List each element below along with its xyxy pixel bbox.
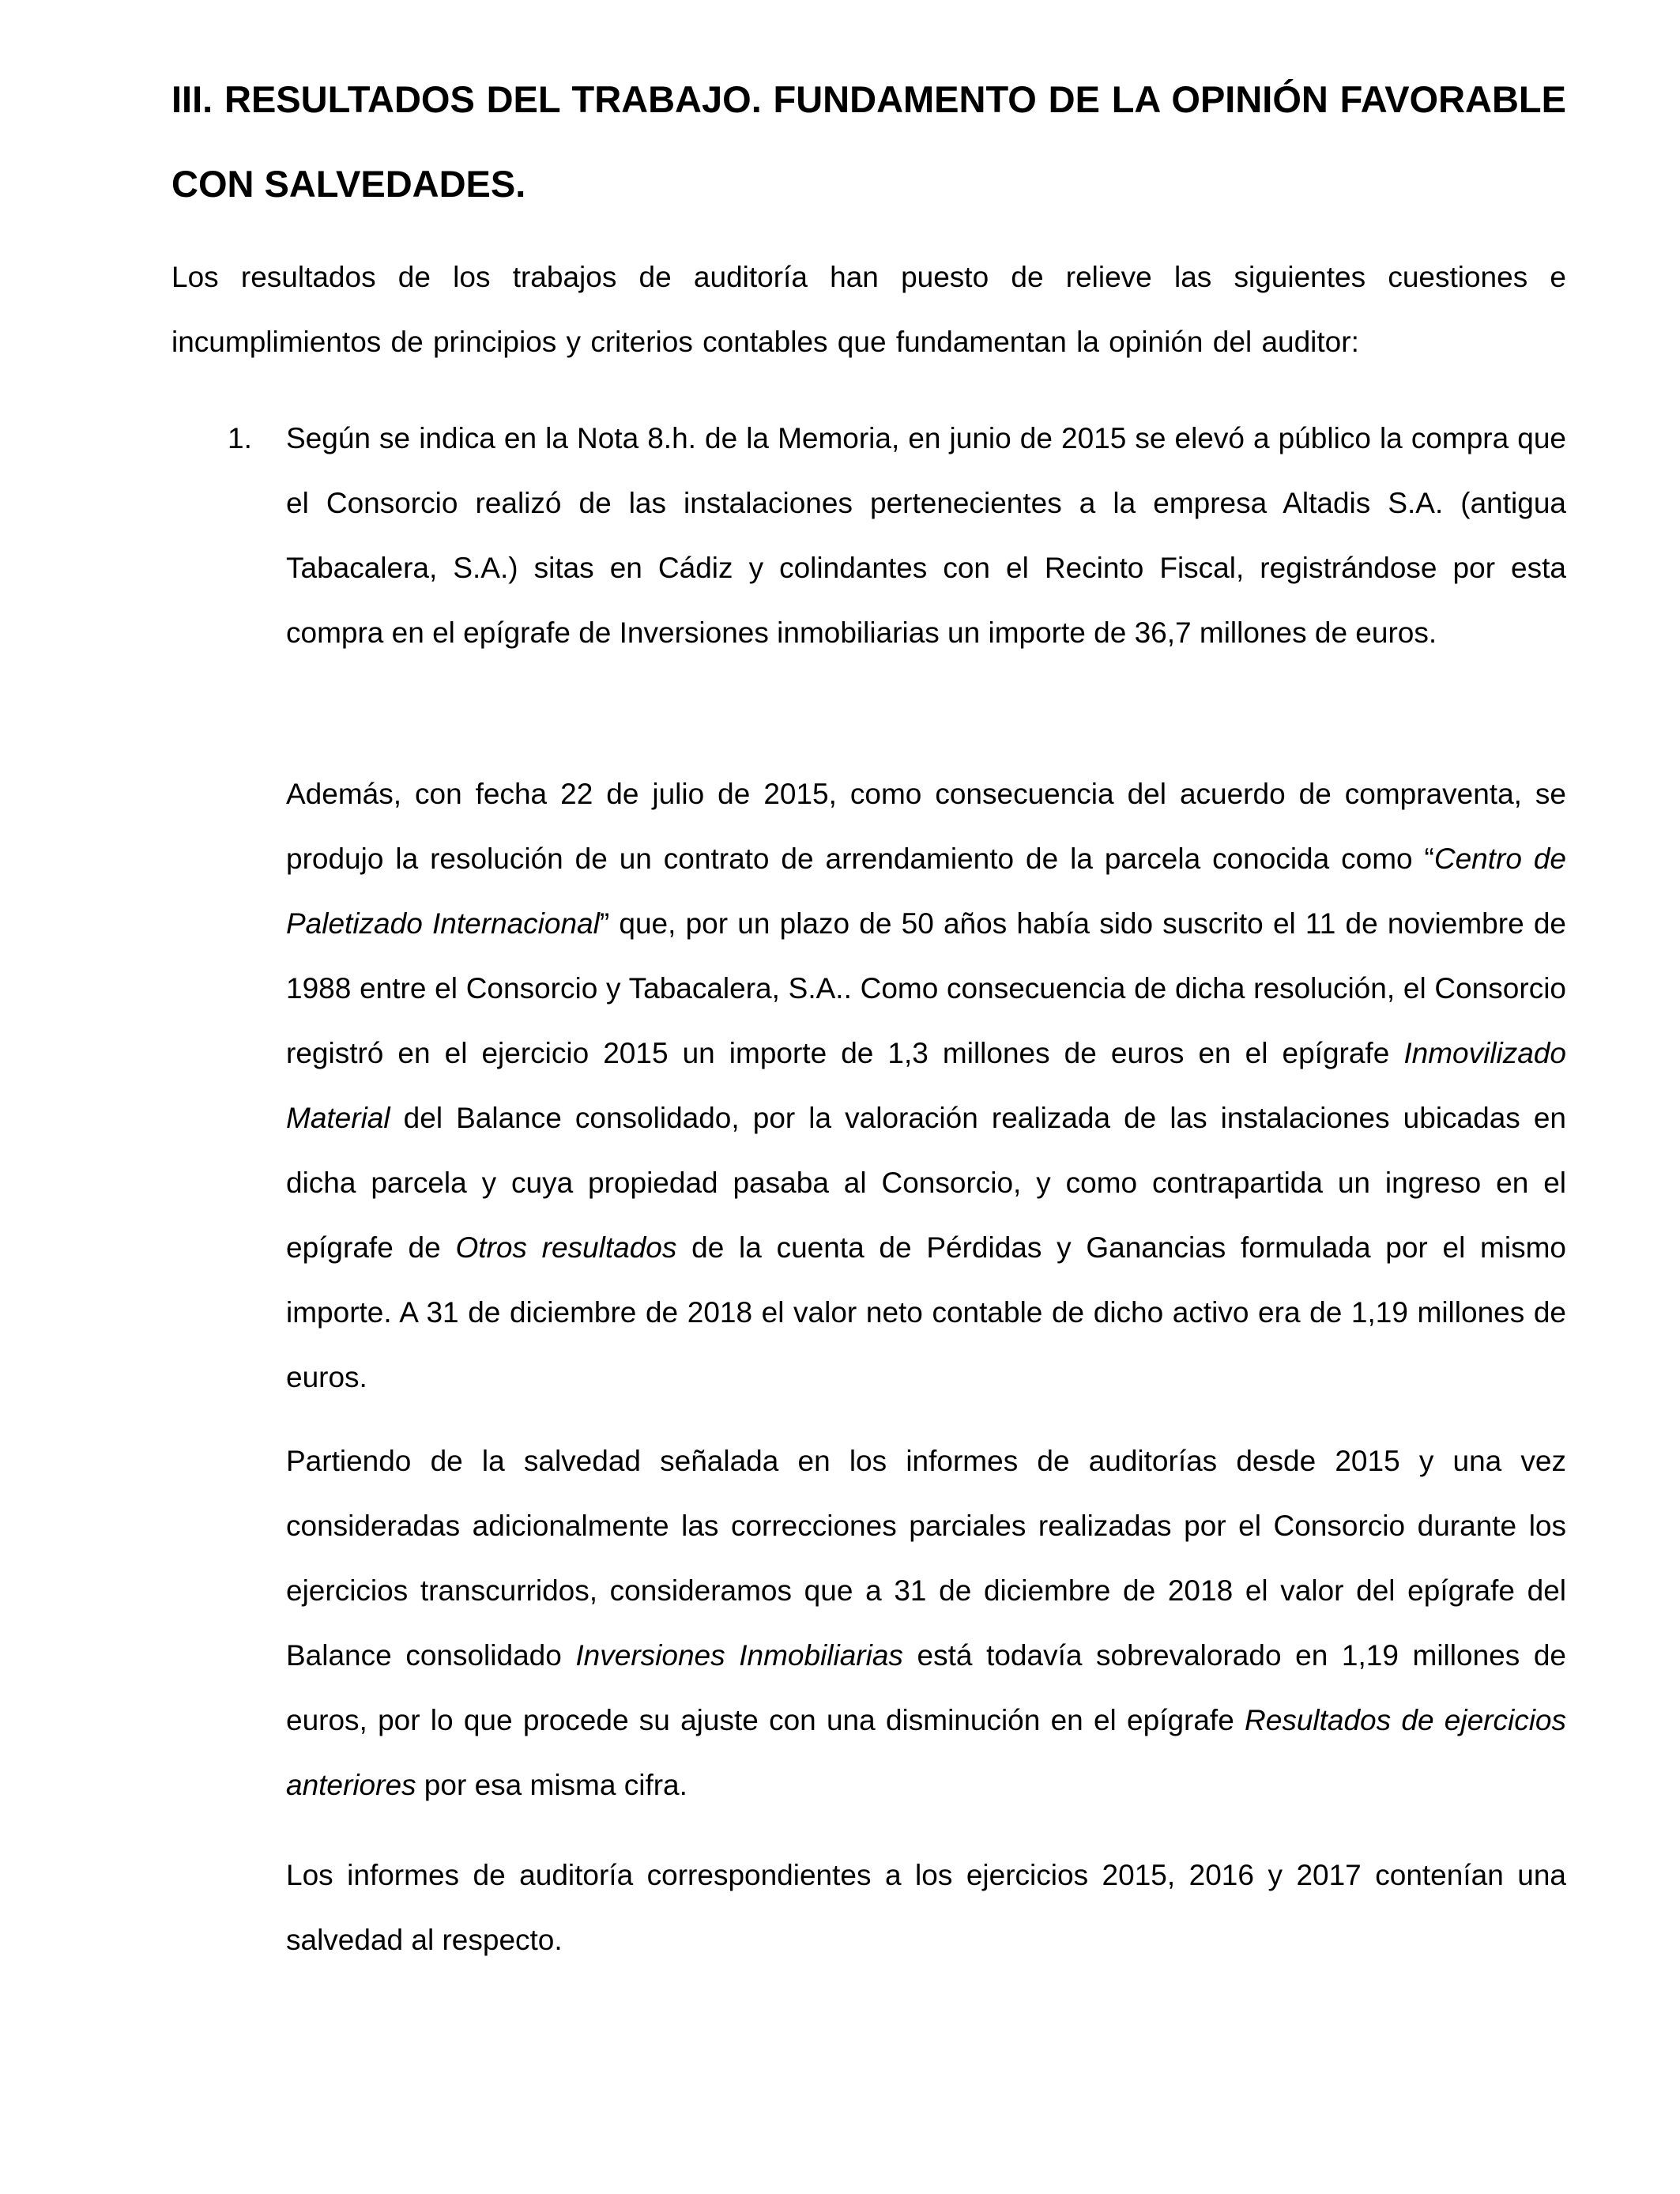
- text-segment: ” que, por un plazo de 50 años había sido suscrito el 11 de noviembre de 1988 entre el Consorcio y Tabacalera, S.A.. Como consecuencia de dicha resolución, el Consorcio registró en el ejercicio 2015 un importe de 1,3 millones de euros en el epígrafe: [286, 907, 1566, 1069]
- intro-paragraph: Los resultados de los trabajos de auditoría han puesto de relieve las siguientes cuestiones e incumplimientos de principios y criterios contables que fundamentan la opinión del auditor:: [171, 261, 1566, 358]
- text-segment: está todavía sobrevalorado en 1,19 millones de euros, por lo que procede su ajuste con una disminución en el epígrafe: [286, 1639, 1566, 1736]
- item1-paragraph-prior-reports: Los informes de auditoría correspondientes a los ejercicios 2015, 2016 y 2017 contenían una salvedad al respecto.: [286, 1859, 1566, 1956]
- text-segment: Partiendo de la salvedad señalada en los informes de auditorías desde 2015 y una vez consideradas adicionalmente las correcciones parciales realizadas por el Consorcio durante los ejercicios transcurridos, consideramos que a 31 de diciembre de 2018 el valor del epígrafe del Balance consolidado: [286, 1445, 1566, 1672]
- italic-term-inmovilizado-material: Inmovilizado Material: [286, 1037, 1566, 1134]
- italic-term-otros-resultados: Otros resultados: [455, 1231, 677, 1264]
- text-segment: Además, con fecha 22 de julio de 2015, como consecuencia del acuerdo de compraventa, se produjo la resolución de un contrato de arrendamiento de la parcela conocida como “: [286, 778, 1566, 875]
- list-item-number: 1.: [228, 422, 252, 454]
- item1-paragraph-overvaluation: [286, 1429, 1566, 1818]
- item1-paragraph-purchase: Según se indica en la Nota 8.h. de la Memoria, en junio de 2015 se elevó a público la compra que el Consorcio realizó de las instalaciones pertenecientes a la empresa Altadis S.A. (antigua Tabacalera, S.A.) sitas en Cádiz y colindantes con el Recinto Fiscal, registrándose por esta compra en el epígrafe de Inversiones inmobiliarias un importe de 36,7 millones de euros.: [286, 422, 1566, 649]
- section-heading: III. RESULTADOS DEL TRABAJO. FUNDAMENTO DE LA OPINIÓN FAVORABLE CON SALVEDADES.: [171, 78, 1566, 205]
- italic-term-centro-paletizado: Centro de Paletizado Internacional: [286, 843, 1566, 940]
- italic-term-inversiones-inmobiliarias: Inversiones Inmobiliarias: [575, 1639, 903, 1672]
- text-segment: por esa misma cifra.: [416, 1769, 687, 1801]
- item1-paragraph-lease-resolution: [286, 762, 1566, 1410]
- text-segment: del Balance consolidado, por la valoración realizada de las instalaciones ubicadas en dicha parcela y cuya propiedad pasaba al Consorcio, y como contrapartida un ingreso en el epígrafe de: [286, 1102, 1566, 1264]
- text-segment: de la cuenta de Pérdidas y Ganancias formulada por el mismo importe. A 31 de diciembre de 2018 el valor neto contable de dicho activo era de 1,19 millones de euros.: [286, 1231, 1566, 1393]
- italic-term-resultados-ejercicios-anteriores: Resultados de ejercicios anteriores: [286, 1704, 1566, 1801]
